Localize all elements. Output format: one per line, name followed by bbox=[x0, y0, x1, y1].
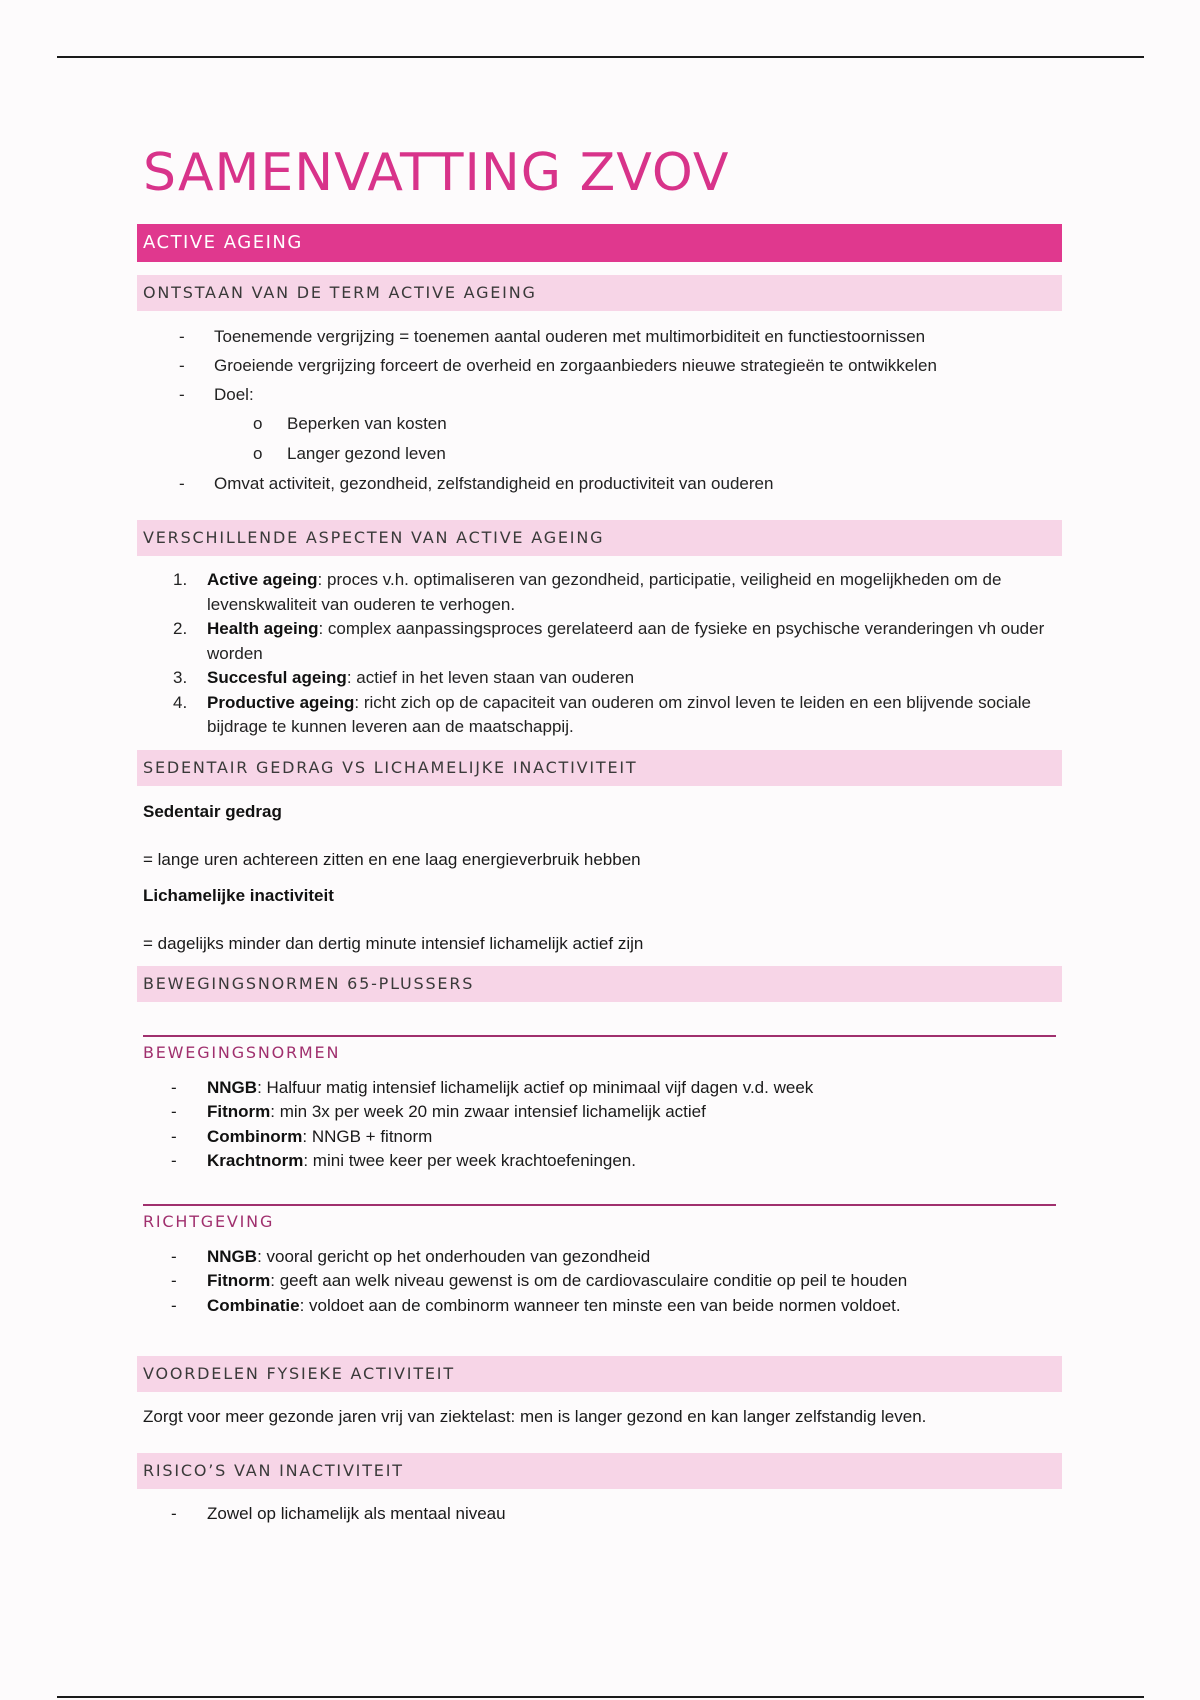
term-inactiviteit: Lichamelijke inactiviteit bbox=[143, 885, 334, 905]
list-item: - Fitnorm: geeft aan welk niveau gewenst is om de cardiovasculaire conditie op peil te houden bbox=[171, 1271, 908, 1290]
list-item: - Fitnorm: min 3x per week 20 min zwaar intensief lichamelijk actief bbox=[171, 1102, 706, 1121]
list-subitem: o Langer gezond leven bbox=[253, 444, 446, 463]
page-bottom-rule bbox=[57, 1696, 1144, 1698]
list-item: - Doel: bbox=[179, 385, 254, 404]
list-item: 3. Succesful ageing: actief in het leven staan van ouderen bbox=[173, 668, 635, 687]
chapter-heading: ACTIVE AGEING bbox=[137, 224, 1062, 262]
section-heading-bewegingsnormen: BEWEGINGSNORMEN 65-PLUSSERS bbox=[137, 966, 1062, 1002]
list-item: - NNGB: vooral gericht op het onderhouden van gezondheid bbox=[171, 1246, 651, 1266]
aspecten-list bbox=[137, 568, 1062, 740]
list-item: 2. Health ageing: complex aanpassingsproces gerelateerd aan de fysieke en psychische veranderingen vh ouder worden bbox=[173, 619, 1045, 663]
risicos-list bbox=[137, 1502, 1062, 1527]
list-item: - Toenemende vergrijzing = toenemen aantal ouderen met multimorbiditeit en functiestoornissen bbox=[179, 327, 926, 346]
definition-sedentair: = lange uren achtereen zitten en ene laag energieverbruik hebben bbox=[143, 849, 641, 869]
ontstaan-list bbox=[137, 322, 1062, 498]
list-item: - Zowel op lichamelijk als mentaal niveau bbox=[171, 1504, 506, 1523]
section-heading-sedentair: SEDENTAIR GEDRAG VS LICHAMELIJKE INACTIVITEIT bbox=[137, 750, 1062, 786]
list-item: - Combinatie: voldoet aan de combinorm wanneer ten minste een van beide normen voldoet. bbox=[171, 1295, 901, 1315]
list-item: 4. Productive ageing: richt zich op de capaciteit van ouderen om zinvol leven te leiden en een blijvende sociale bijdrage te kunnen leveren aan de maatschappij. bbox=[173, 692, 1032, 736]
subsection-heading-richtgeving: RICHTGEVING bbox=[143, 1204, 1056, 1231]
list-item: 1. Active ageing: proces v.h. optimaliseren van gezondheid, participatie, veiligheid en mogelijkheden om de levenskwaliteit van ouderen te verhogen. bbox=[173, 570, 1002, 614]
voordelen-paragraph: Zorgt voor meer gezonde jaren vrij van ziektelast: men is langer gezond en kan langer zelfstandig leven. bbox=[143, 1407, 927, 1426]
section-heading-aspecten: VERSCHILLENDE ASPECTEN VAN ACTIVE AGEING bbox=[137, 520, 1062, 556]
term-sedentair: Sedentair gedrag bbox=[143, 801, 282, 821]
page-top-rule bbox=[57, 56, 1144, 58]
document-title: SAMENVATTING ZVOV bbox=[143, 143, 730, 203]
section-heading-risicos: RISICO’S VAN INACTIVITEIT bbox=[137, 1453, 1062, 1489]
list-item: - Groeiende vergrijzing forceert de overheid en zorgaanbieders nieuwe strategieën te ontwikkelen bbox=[179, 356, 937, 375]
section-heading-ontstaan: ONTSTAAN VAN DE TERM ACTIVE AGEING bbox=[137, 275, 1062, 311]
subsection-heading-bewegingsnormen: BEWEGINGSNORMEN bbox=[143, 1035, 1056, 1062]
richtgeving-list bbox=[137, 1245, 1062, 1319]
bewegingsnormen-list bbox=[137, 1076, 1062, 1174]
document-body bbox=[137, 140, 1062, 1527]
section-heading-voordelen: VOORDELEN FYSIEKE ACTIVITEIT bbox=[137, 1356, 1062, 1392]
list-item: - NNGB: Halfuur matig intensief lichamelijk actief op minimaal vijf dagen v.d. week bbox=[171, 1077, 814, 1097]
list-item: - Krachtnorm: mini twee keer per week krachtoefeningen. bbox=[171, 1151, 636, 1170]
list-subitem: o Beperken van kosten bbox=[253, 414, 447, 433]
definition-inactiviteit: = dagelijks minder dan dertig minute intensief lichamelijk actief zijn bbox=[143, 933, 644, 953]
list-item: - Combinorm: NNGB + fitnorm bbox=[171, 1126, 433, 1146]
list-item: - Omvat activiteit, gezondheid, zelfstandigheid en productiviteit van ouderen bbox=[179, 474, 774, 493]
